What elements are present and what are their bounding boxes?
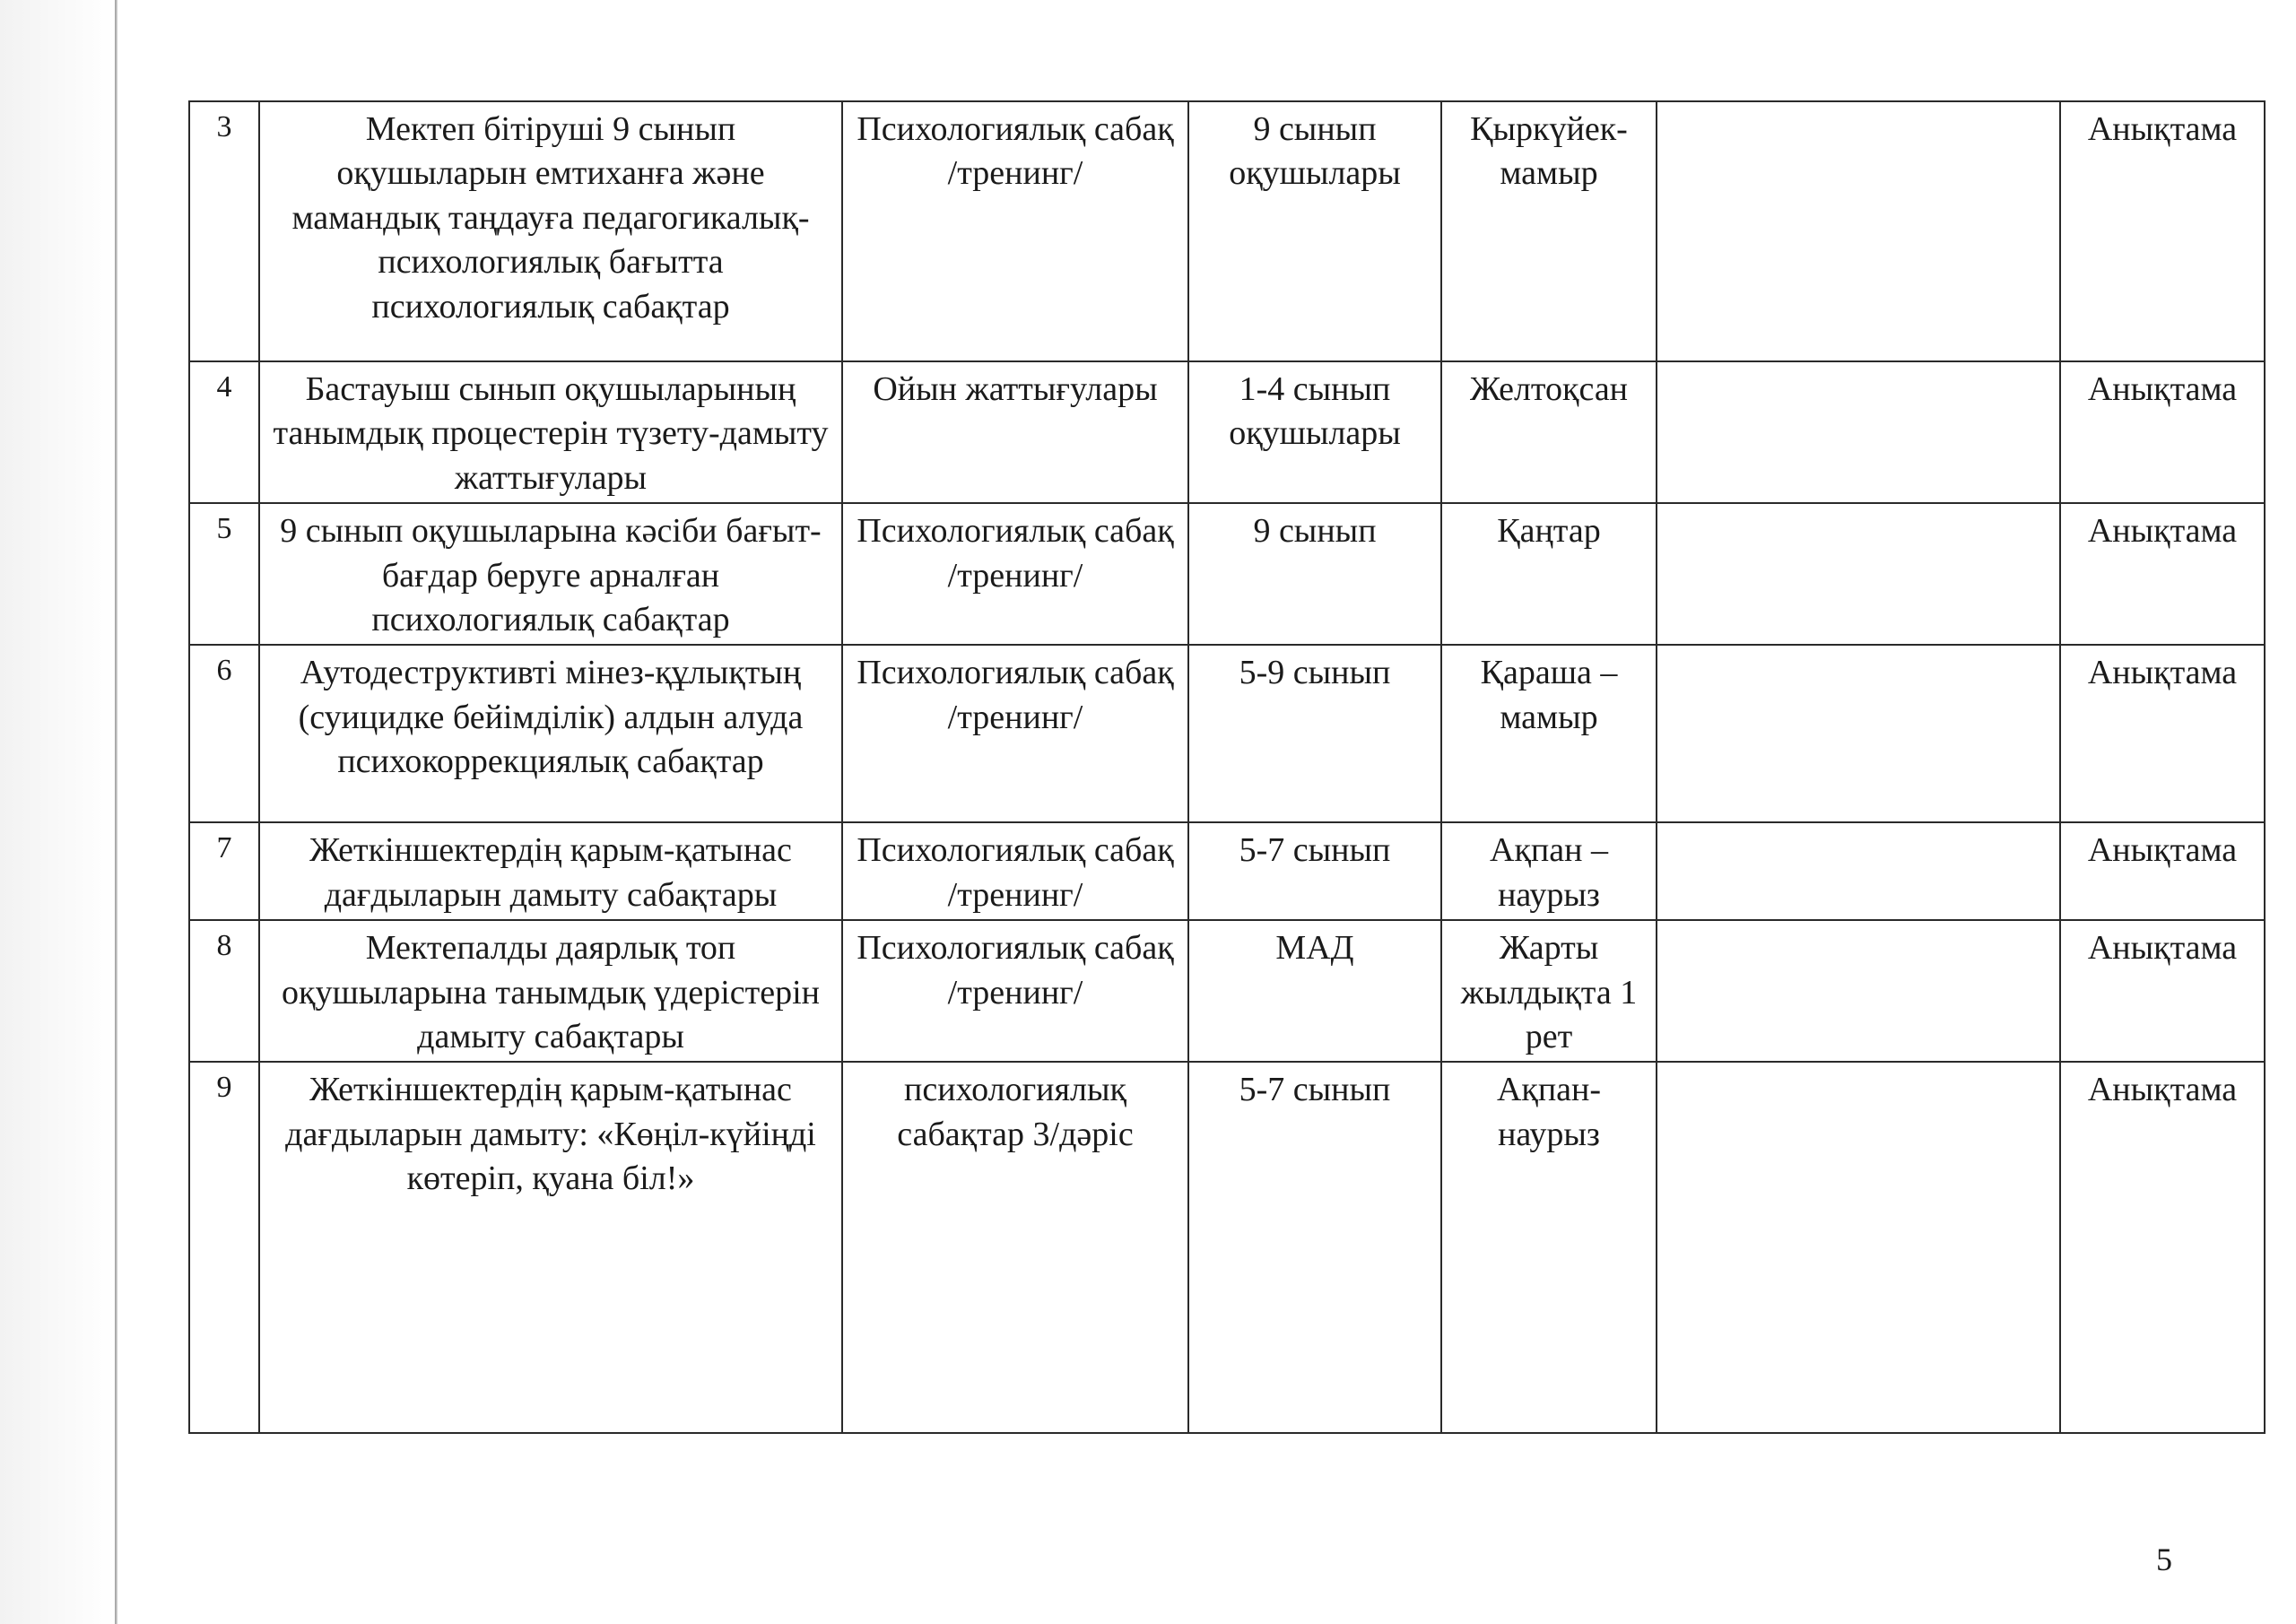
row-form: Психологиялық сабақ /тренинг/ — [842, 503, 1188, 645]
row-participants: МАД — [1188, 920, 1441, 1062]
row-period: Ақпан-наурыз — [1441, 1062, 1657, 1433]
row-form: Психологиялық сабақ /тренинг/ — [842, 101, 1188, 361]
row-number: 9 — [189, 1062, 259, 1433]
row-result: Анықтама — [2060, 101, 2265, 361]
row-period: Қыркүйек-мамыр — [1441, 101, 1657, 361]
row-topic: Мектеп бітіруші 9 сынып оқушыларын емтиханға және мамандық таңдауға педагогикалық-психологиялық бағытта психологиялық сабақтар — [259, 101, 842, 361]
row-result: Анықтама — [2060, 822, 2265, 920]
row-period: Жарты жылдықта 1 рет — [1441, 920, 1657, 1062]
scan-shadow — [0, 0, 115, 1624]
row-responsible — [1657, 101, 2060, 361]
row-topic: 9 сынып оқушыларына кәсіби бағыт-бағдар беруге арналған психологиялық сабақтар — [259, 503, 842, 645]
row-responsible — [1657, 503, 2060, 645]
row-participants: 1-4 сынып оқушылары — [1188, 361, 1441, 503]
row-participants: 5-7 сынып — [1188, 822, 1441, 920]
work-plan-table — [188, 100, 2266, 1434]
row-number: 4 — [189, 361, 259, 503]
row-period: Қараша – мамыр — [1441, 645, 1657, 822]
row-result: Анықтама — [2060, 645, 2265, 822]
row-participants: 9 сынып оқушылары — [1188, 101, 1441, 361]
row-participants: 5-7 сынып — [1188, 1062, 1441, 1433]
row-number: 3 — [189, 101, 259, 361]
table-row — [189, 503, 2265, 645]
page-number: 5 — [2156, 1541, 2172, 1577]
table-row — [189, 920, 2265, 1062]
table-row — [189, 645, 2265, 822]
table-row — [189, 361, 2265, 503]
row-period: Желтоқсан — [1441, 361, 1657, 503]
row-form: Ойын жаттығулары — [842, 361, 1188, 503]
row-period: Ақпан – наурыз — [1441, 822, 1657, 920]
row-result: Анықтама — [2060, 361, 2265, 503]
row-form: Психологиялық сабақ /тренинг/ — [842, 822, 1188, 920]
row-result: Анықтама — [2060, 1062, 2265, 1433]
row-number: 7 — [189, 822, 259, 920]
row-responsible — [1657, 920, 2060, 1062]
row-form: Психологиялық сабақ /тренинг/ — [842, 645, 1188, 822]
row-participants: 5-9 сынып — [1188, 645, 1441, 822]
row-form: психологиялық сабақтар 3/дәріс — [842, 1062, 1188, 1433]
row-result: Анықтама — [2060, 503, 2265, 645]
table-row — [189, 1062, 2265, 1433]
row-number: 8 — [189, 920, 259, 1062]
table-row — [189, 101, 2265, 361]
row-participants: 9 сынып — [1188, 503, 1441, 645]
page-edge — [115, 0, 117, 1624]
row-topic: Жеткіншектердің қарым-қатынас дағдыларын дамыту: «Көңіл-күйіңді көтеріп, қуана біл!» — [259, 1062, 842, 1433]
row-responsible — [1657, 361, 2060, 503]
row-form: Психологиялық сабақ /тренинг/ — [842, 920, 1188, 1062]
row-topic: Бастауыш сынып оқушыларының танымдық процестерін түзету-дамыту жаттығулары — [259, 361, 842, 503]
row-topic: Жеткіншектердің қарым-қатынас дағдыларын дамыту сабақтары — [259, 822, 842, 920]
row-responsible — [1657, 822, 2060, 920]
row-responsible — [1657, 645, 2060, 822]
row-responsible — [1657, 1062, 2060, 1433]
row-number: 5 — [189, 503, 259, 645]
row-period: Қаңтар — [1441, 503, 1657, 645]
table-row — [189, 822, 2265, 920]
row-topic: Аутодеструктивті мінез-құлықтың (суицидке бейімділік) алдын алуда психокоррекциялық сабақтар — [259, 645, 842, 822]
row-result: Анықтама — [2060, 920, 2265, 1062]
row-number: 6 — [189, 645, 259, 822]
row-topic: Мектепалды даярлық топ оқушыларына танымдық үдерістерін дамыту сабақтары — [259, 920, 842, 1062]
